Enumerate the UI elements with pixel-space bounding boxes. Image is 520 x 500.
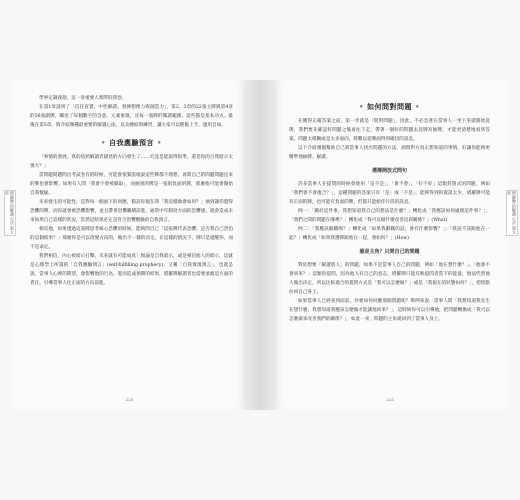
- bullet-icon: •: [359, 102, 364, 111]
- paragraph: 例一：「關於這件事，我想知道我自己的想法是什麼？」轉化成「我應該如何處理這件事？」；「我們之間的問題在哪裡？」轉化成「我可以做什麼改善這段關係？」(What): [289, 209, 490, 223]
- chapter-tab-right: 塔羅牌的解讀心法 第五章: [507, 191, 517, 235]
- right-page-content: [289, 94, 490, 388]
- chapter-tab-left: 塔羅牌的解讀心法 第五章: [5, 191, 15, 235]
- section-heading: • 如何問對問題 •: [359, 102, 420, 111]
- page-number: 221: [386, 397, 395, 402]
- section-heading: • 自我應驗預言 •: [101, 138, 162, 147]
- bullet-icon: •: [101, 138, 106, 147]
- paragraph: 在第1章談到了「信任直覺、中性解讀、發揮想像力與創造力」，第2、3章的22張主牌與第4章的56張副牌，闡述了每個數字的含意，元素象徵，及每一張牌的閱讀範圍，這些都是基本功夫。最後在第5章，將介紹幾種最重要的解讀心法，以及總結與練習，讓大家可以輕鬆上手，運用自如。: [30, 105, 233, 128]
- right-page: [273, 80, 508, 410]
- paragraph: 未來發生的可能性，是對每一個面下的回應，假設你現在問「我這樣做會如何？」抽到讓你覺得恐懼的牌，而你就會被恐懼影響，並且帶著恐懼繼續前進，通常中年制度方面的恐懼感，就會造成未來如果自己這樣的狀況，當然這結果必定是符合恐懼應驗的自我預言。: [30, 200, 233, 223]
- paragraph: 對於想要「解讀別人」的問題，如果不是當事人自己的問題，例如「他在想什麼？」、「他會不會回來？」這類的提問，因為他人有自己的意志，塔羅牌只能反映提問者當下的能量，無法代替他人做出決定，所以比較適合的提問方式是「我可以怎麼做？」或是「我現在的狀態如何？」，把焦點拉回自己身上。: [289, 263, 490, 295]
- subsection-heading: 誰是主角？只問自己的問題: [359, 249, 420, 255]
- subsection-heading: 選擇開放式問句: [371, 168, 407, 174]
- paragraph: 學界定調義迦，這一章重要人實際的問卷。: [39, 96, 127, 101]
- paragraph: 在獲得正確答案之前，第一步就是「問對問題」，因此，不必急著在當事人一坐下來就開始洗牌，我們要先確認好問題之後再往下走，帶著一個好的問題去洗牌及抽牌，才能更清楚地看到答案。問題太模糊或是太多面向，將難以從牌面得到確切的訊息。: [289, 119, 490, 142]
- paragraph: 以下介紹幾個幫助自己與當事人找出問題的方法，詢問對方真正想知道的事情，好讓你能夠更精準地抽牌、解讀。: [289, 146, 490, 160]
- paragraph: 我們相信，內心被暗示打擊、未來就有可能成真！無論是自我暗示，或是相信他人的暗示，這就是心理學上所謂的「自我應驗預言」(self-fulfilling prophecy)，又稱「自我實現預言」，也就是說，當事人心裡的期望，會影響他的行為，進而造成預期的結果，塔羅牌解讀者也需要承擔這方面的責任，引導當事人往正面的方向前進。: [30, 254, 233, 286]
- bullet-icon: •: [157, 138, 162, 147]
- left-page: [12, 80, 247, 410]
- left-page-content: [30, 94, 233, 388]
- bullet-icon: •: [415, 102, 420, 111]
- book-gutter: [247, 80, 273, 410]
- paragraph: 如果當事人已經來到面前，你要如何回應那個問題呢？舉例來說，當事人問「我想知道我先生在想什麼，我想知道我應該怎麼做才能讓他回來？」，這時候你可以引導他，把問題轉換成「我可以怎麼做來改善我們的關係？」，如此一來，問題的主角就回到了當事人身上。: [289, 299, 490, 322]
- paragraph: 「事情的發展，真的依照解讀者描述的方向發生了……究竟是能說得很準，還是你的自我暗示太強大？」: [30, 155, 233, 169]
- paragraph: 相反地，如果透過這張牌思考核心恐懼的時候，能夠問自己「這張牌代表恐懼，是否我自己害怕的這個結果？」那麼你是可以改變方向的，做出不一樣的決定。在這樣的情況下，牌只是提醒你，而不是命定。: [30, 227, 233, 250]
- paragraph: 例二：「我應該辭職嗎？」轉化成「如果我辭職的話，會有什麼影響？」；「我該不該跟他在一起？」轉化成「如果我選擇跟他在一起，會如何？」(How): [289, 227, 490, 241]
- paragraph: 許多當事人在提問的時候會使用「是不是」、「會不會」、「好不好」這類封閉式的問題，例如「我們會不會復合？」，這種問題的答案只有「是」或「不是」，能夠得到的資訊太少，塔羅牌可能有正面的牌，也可能有負面的牌，但都只能給你片段的訊息。: [289, 182, 490, 205]
- page-number: 220: [125, 397, 134, 402]
- paragraph: 當問題問題問出考試卷有的時候，可能會很緊張地說這些牌都不理想，再問自己的問題問題出來的牌也會影響。如果有人問「我會不會被錄取」，而抽到的牌是一張很負面的牌，那麼他可能會開始自我懷疑。: [30, 173, 233, 196]
